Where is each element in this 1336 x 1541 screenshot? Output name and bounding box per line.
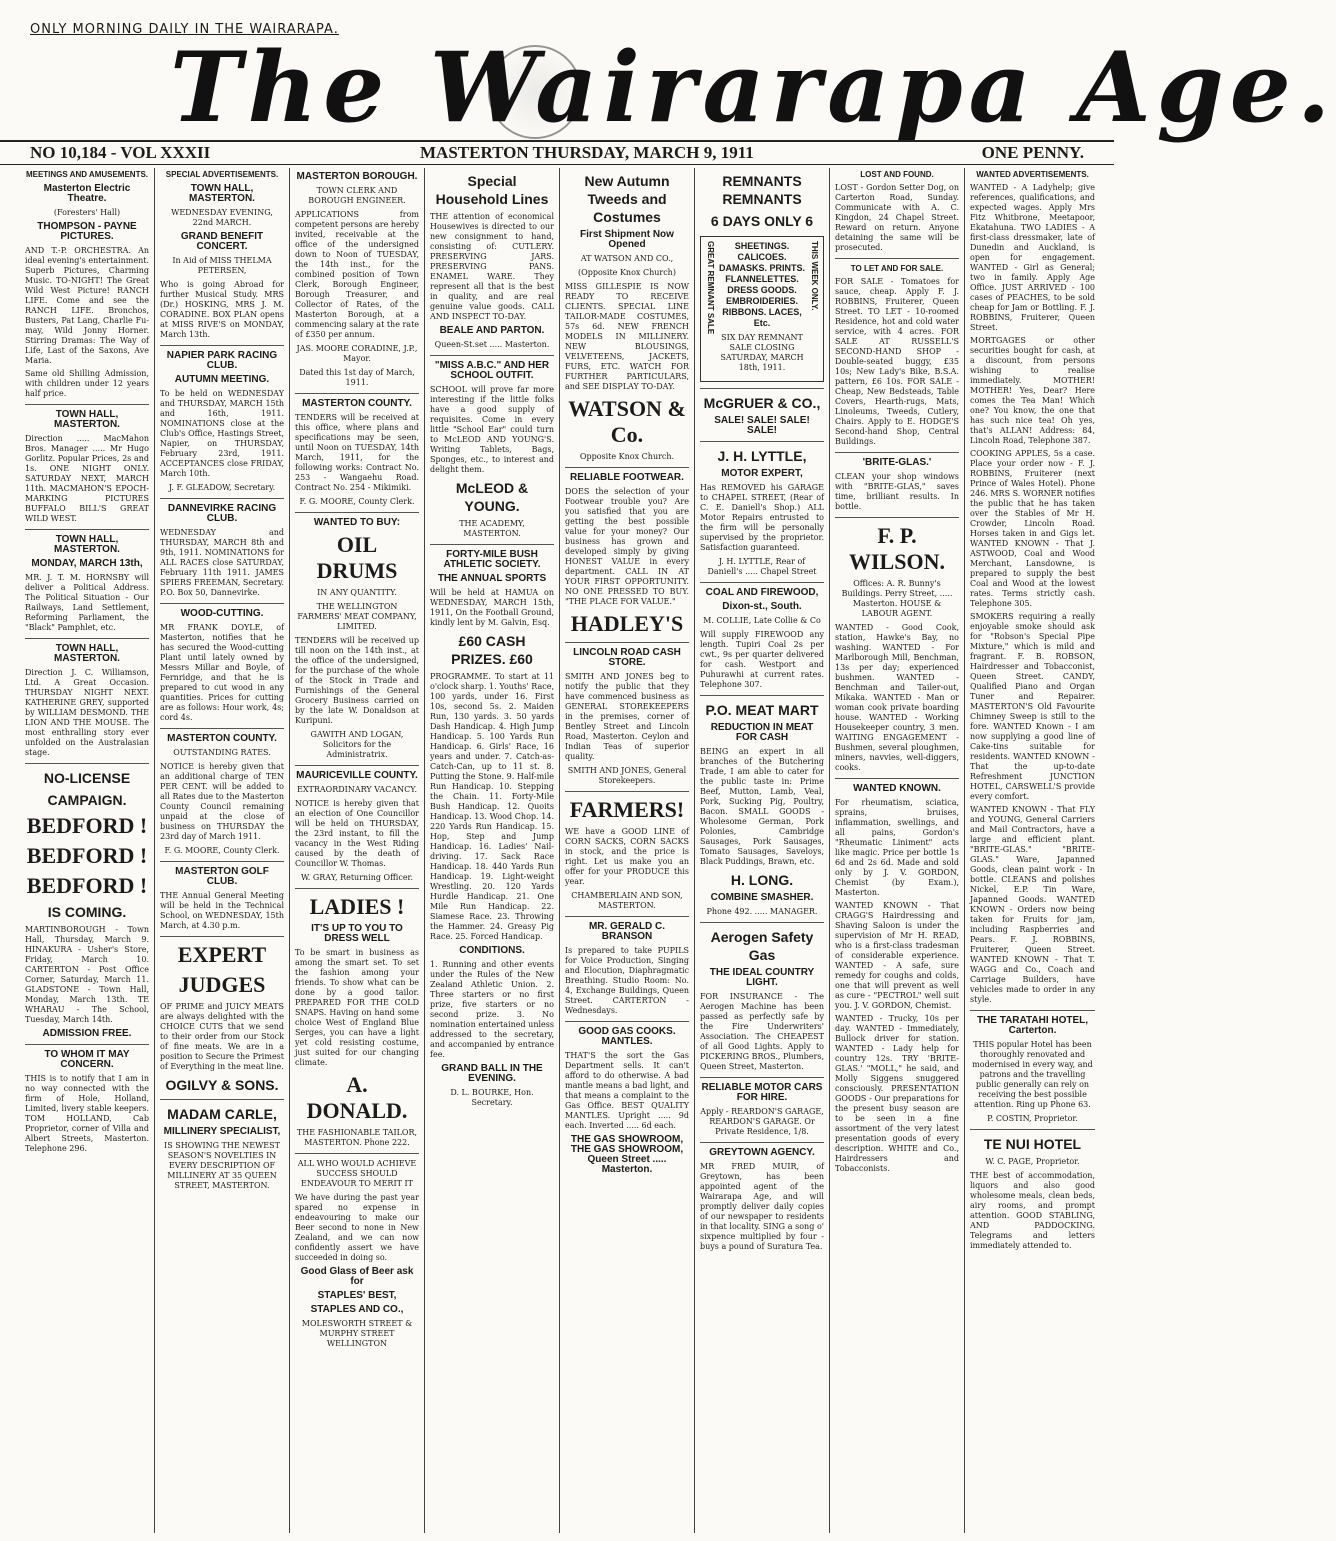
divider: [565, 467, 689, 468]
divider: [25, 763, 149, 764]
ad-title: FORTY-MILE BUSH ATHLETIC SOCIETY.: [443, 549, 541, 570]
ad-body: THIS is to notify that I am in no way connected with the firm of Hole, Holland, Limited, livery stable keepers. TOM HOLLAND, Cab Proprietor, corner of Villa and Albert Streets, Masterton. Telephone 296.: [25, 1074, 149, 1153]
ad-title: 'BRITE-GLAS.': [862, 457, 932, 468]
side-label: THIS WEEK ONLY.: [810, 241, 819, 311]
ad-name: H. LONG.: [730, 872, 794, 888]
divider: [700, 388, 824, 389]
ad-note: ADMISSION FREE.: [42, 1028, 132, 1039]
ad-body: WANTED - Trucky, 10s per day. WANTED - Immediately, Bullock driver for station. WANTED - Lady help for country 12s. TRY 'BRITE-GLAS.' "MOLL," he said, and Molly Siggens snuggered consciously. PRESENTATION GOODS - Our preparations for the present busy season are to be seen in a fine assortment of the very latest presentation goods of every description. WHITE and Co., Hairdressers and Tobacconists.: [835, 1014, 959, 1173]
ad-sub: MILLINERY SPECIALIST,: [163, 1126, 281, 1137]
ad-body: MR. J. T. M. HORNSBY will deliver a Political Address. The Political Situation - Our Railways, Land Settlement, Reforming Parliament, the "Black" Pamphlet, etc.: [25, 573, 149, 632]
divider: [835, 517, 959, 518]
ad-sub: WEDNESDAY EVENING, 22nd MARCH.: [171, 208, 273, 227]
ad-body: MR FRED MUIR, of Greytown, has been appointed agent of the Wairarapa Age, and will promptly deliver daily copies of our newspaper to residents in that locality. SING a song o' sixpence multiplied by four - buys a pound of Suratura Tea.: [700, 1162, 824, 1251]
ad-sub: THE FASHIONABLE TAILOR, MASTERTON. Phone 222.: [296, 1128, 418, 1147]
ad-name: BEALE AND PARTON.: [439, 325, 545, 336]
column-5: [560, 168, 695, 1533]
ad-title: MASTERTON COUNTY.: [302, 398, 412, 409]
ad-body: FOR SALE - Tomatoes for sauce, cheap. Apply F. J. ROBBINS, Fruiterer, Queen Street. TO LET - 10-roomed Residence, hot and cold water service, with 4 acres. FOR SALE AT RUSSELL'S SECOND-HAND SHOP - Double-seated buggy, £35 10s; New Lady's Bike, B.S.A. pattern, £6 10s. FOR SALE - Cheap, New Bedsteads, Table Covers, Hearth-rugs, Mats, Linoleums, Tweeds, Cutlery, Chairs. Apply to E. HODGE'S Second-hand Shop, Central Buildings.: [835, 277, 959, 446]
divider: [25, 1044, 149, 1045]
ad-sub: IT'S UP TO YOU TO DRESS WELL: [311, 923, 403, 944]
ad-body: TENDERS will be received up till noon on the 14th inst., at the office of the undersigned, for the purchase of the whole of the Stock in Trade and Furnishings of the General Grocery Business carried on by the late W. Donaldson at Kuripuni.: [295, 636, 419, 725]
ad-address: (Opposite Knox Church): [578, 268, 676, 277]
ad-body: Apply - REARDON'S GARAGE, REARDON'S GARAGE. Or Private Residence, 1/8.: [700, 1107, 824, 1136]
ad-title: COAL AND FIREWOOD,: [705, 587, 819, 598]
ad-name: McLEOD & YOUNG.: [455, 480, 529, 514]
column-1: [20, 168, 155, 1533]
ad-body: THE best of accommodation, liquors and also good wholesome meals, clean beds, airy rooms, and prompt attention. GOOD STABLING, AND PADDOCKING. Telegrams and letters immediately attended to.: [970, 1171, 1095, 1250]
ad-sub: GRAND BALL IN THE EVENING.: [441, 1063, 543, 1084]
ad-sub: MOTOR EXPERT,: [721, 468, 803, 479]
ad-title: TO WHOM IT MAY CONCERN.: [44, 1049, 130, 1070]
ad-body: MORTGAGES or other securities bought for cash, at a discount, from persons wishing to realise immediately. MOTHER! MOTHER! Yes, Dear? Here comes the Tea Man! Which one? You know, the one that has such nice tea! Oh yes, that's ALLAN! Address: 84, Lincoln Road, Telephone 387.: [970, 336, 1095, 445]
ad-title: TOWN HALL, MASTERTON.: [54, 409, 120, 430]
ad-sub: THE WELLINGTON FARMERS' MEAT COMPANY, LIMITED.: [297, 602, 417, 631]
headline-bedford: BEDFORD !: [26, 813, 148, 838]
column-2: [155, 168, 290, 1533]
ad-sign: CHAMBERLAIN AND SON, MASTERTON.: [571, 891, 683, 910]
ad-title: ALL WHO WOULD ACHIEVE SUCCESS SHOULD ENDEAVOUR TO MERIT IT: [297, 1159, 417, 1188]
ad-sub: (Foresters' Hall): [53, 208, 121, 217]
ad-body: MR FRANK DOYLE, of Masterton, notifies that he has secured the Wood-cutting Plant until lately owned by Messrs Millar and Boyle, of Fernridge, and that he is prepared to cut wood in any quantities. Prices for cutting are as follows: Hour work, 4s; cord 4s.: [160, 623, 284, 722]
remnant-list: SHEETINGS. CALICOES. DAMASKS. PRINTS. FLANNELETTES. DRESS GOODS. EMBROIDERIES. RIBBONS. LACES, Etc.: [718, 241, 805, 328]
ad-body: WANTED KNOWN - That CRAGG'S Hairdressing and Shaving Saloon is under the supervision of Mr H. READ, who is a first-class tradesman of considerable experience. WANTED - A safe, sure remedy for coughs and colds, one that will prevent as well as cure - "PECTROL" well suit you. J. V. GORDON, Chemist.: [835, 901, 959, 1010]
ad-title: MR. GERALD C. BRANSON: [588, 921, 666, 942]
ad-phone: Phone 492. ..... MANAGER.: [706, 907, 818, 916]
ad-sub: EXTRAORDINARY VACANCY.: [296, 785, 418, 794]
column-3: [290, 168, 425, 1533]
ad-sign: GAWITH AND LOGAN, Solicitors for the Administratrix.: [310, 730, 404, 759]
ad-prices: Same old Shilling Admission, with children under 12 years half price.: [25, 369, 149, 398]
ad-sub: AT WATSON AND CO.,: [580, 254, 674, 263]
ad-sub: REDUCTION IN MEAT FOR CASH: [710, 722, 814, 743]
divider: [565, 916, 689, 917]
ad-name: F. P. WILSON.: [849, 523, 945, 574]
ad-body: WANTED - A Ladyhelp; give references, qualifications, and expected wages. Apply Mrs Fitz Whitbrone, Meetapoor, Ekatahuna. TWO LADIES - A first-class dressmaker, late of Dunedin and Auckland, is open for engagement. WANTED - Girl as General; two in family. Apply Age Office. JUST ARRIVED - 100 cases of PEACHES, to be sold cheap for Jam or Bottling. F. J. ROBBINS, Fruiterer, Queen Street.: [970, 183, 1095, 332]
ad-sub: THE ACADEMY, MASTERTON.: [459, 519, 525, 538]
ad-sign: THE GAS SHOWROOM, THE GAS SHOWROOM, Queen Street ..... Masterton.: [570, 1134, 684, 1175]
column-6: [695, 168, 830, 1533]
ad-sign: F. G. MOORE, County Clerk.: [164, 846, 280, 855]
ad-name: J. H. LYTTLE,: [717, 448, 807, 464]
headline-farmers: FARMERS!: [569, 797, 685, 822]
ad-body: THE Annual General Meeting will be held in the Technical School, on WEDNESDAY, 15th March, at 4.30 p.m.: [160, 891, 284, 930]
columns: [20, 168, 1100, 1533]
divider: [700, 922, 824, 923]
divider: [835, 452, 959, 453]
divider: [565, 791, 689, 792]
ad-sub: SIX DAY REMNANT SALE CLOSING SATURDAY, MARCH 18th, 1911.: [720, 333, 804, 372]
ad-address: Queen-St.set ..... Masterton.: [434, 340, 550, 349]
ad-body: THIS popular Hotel has been thoroughly renovated and modernised in every way, and patrons and the travelling public generally can rely on receiving the best possible attention. Ring up Phone 63.: [972, 1040, 1093, 1109]
ad-body: We have during the past year spared no expense in endeavouring to make our Beer second to none in New Zealand, and we can now confidently assert we have succeeded in doing so.: [295, 1193, 419, 1262]
ad-sub: COMBINE SMASHER.: [710, 892, 814, 903]
ad-body: IS SHOWING THE NEWEST SEASON'S NOVELTIES IN EVERY DESCRIPTION OF MILLINERY AT 35 QUEEN STREET, MASTERTON.: [164, 1141, 280, 1190]
divider: [295, 888, 419, 889]
divider: [970, 1129, 1095, 1130]
ad-body: Direction J. C. Williamson, Ltd. A Great Occasion. THURSDAY NIGHT NEXT. KATHERINE GREY, supported by WILLIAM DESMOND. THE LION AND THE MOUSE. The most enthralling story ever unfolded on the Australasian stage.: [25, 668, 149, 757]
divider: [835, 778, 959, 779]
ad-body: BEING an expert in all branches of the Butchering Trade, I am able to cater for the public taste in: Prime Beef, Mutton, Lamb, Veal, Pork, Sucking Pig, Poultry, Bacon. SMALL GOODS - Wholesome German, Pork Polonies, Cambridge Sausages, Pork Sausages, Tomato Sausages, Saveloys, Black Puddings, Brawn, etc.: [700, 747, 824, 866]
ad-sign: J. H. LYTTLE, Rear of Daniell's ..... Chapel Street: [707, 557, 817, 576]
column-4: [425, 168, 560, 1533]
ad-body: THAT'S the sort the Gas Department sells. It can't afford to do otherwise. A bad mantle means a bad light, and that means a complaint to the Gas Office. BEST QUALITY MANTLES. Upright ..... 9d each. Inverted ..... 6d each.: [565, 1051, 689, 1130]
ad-sign: J. F. GLEADOW, Secretary.: [168, 483, 276, 492]
ad-title: TOWN HALL, MASTERTON.: [54, 643, 120, 664]
headline: NO-LICENSE: [43, 770, 131, 786]
newspaper-title: The Wairarapa Age.: [170, 31, 1336, 144]
divider: [160, 603, 284, 604]
ad-sub: AUTUMN MEETING.: [174, 374, 270, 385]
ad-title: MASTERTON COUNTY.: [167, 733, 277, 744]
divider: [700, 1142, 824, 1143]
ad-body: 1. Running and other events under the Rules of the New Zealand Athletic Union. 2. Three starters or no first prize, five starters or no second prize. 3. No nomination entertained unless addressed to the secretary, and accompanied by entrance fee.: [430, 960, 554, 1059]
ad-sub: OUTSTANDING RATES.: [173, 748, 271, 757]
ad-body: WE have a GOOD LINE of CORN SACKS, CORN SACKS in stock, and the price is right. Let us make you an offer for your PRODUCE this year.: [565, 827, 689, 886]
ad-body: CLEAN your shop windows with "BRITE-GLAS," saves time, brilliant results. In bottle.: [835, 472, 959, 511]
divider: [160, 498, 284, 499]
ad-address: Opposite Knox Church.: [579, 452, 675, 461]
section-heading: TO LET AND FOR SALE.: [850, 264, 944, 273]
ad-sign: JAS. MOORE CORADINE, J.P., Mayor.: [296, 344, 418, 363]
headline-oil-drums: OIL DRUMS: [316, 532, 398, 583]
ad-title: WOOD-CUTTING.: [180, 608, 264, 619]
divider: [835, 258, 959, 259]
ad-sub: THE IDEAL COUNTRY LIGHT.: [709, 967, 815, 988]
ad-title: MADAM CARLE,: [167, 1106, 277, 1122]
ad-title: NAPIER PARK RACING CLUB.: [166, 350, 278, 371]
ad-name: M. COLLIE, Late Collie & Co: [703, 616, 821, 625]
divider: [160, 861, 284, 862]
divider: [430, 355, 554, 356]
divider: [25, 529, 149, 530]
section-heading: LOST AND FOUND.: [860, 170, 934, 179]
ad-body: Will be held at HAMUA on WEDNESDAY, MARCH 15th, 1911, On the Football Ground, kindly lent by M. Galvin, Esq.: [430, 588, 554, 627]
column-7: [830, 168, 965, 1533]
ad-name: THOMPSON - PAYNE PICTURES.: [37, 221, 137, 242]
ad-body: NOTICE is hereby given that an election of One Councillor will be held on THURSDAY, the 23rd instant, to fill the vacancy in the West Riding caused by the death of Councillor W. Thomas.: [295, 799, 419, 868]
ad-title: WANTED KNOWN.: [853, 783, 941, 794]
divider: [700, 1077, 824, 1078]
ad-title: P.O. MEAT MART: [705, 702, 819, 718]
ad-title: RELIABLE FOOTWEAR.: [570, 472, 684, 483]
ad-body: Will supply FIREWOOD any length. Tupiri Coal 2s per cwt., 9s per quarter delivered for cash. Westport and Puhurawhi at current rates. Telephone 307.: [700, 630, 824, 689]
ad-sub: Good Glass of Beer ask for: [300, 1266, 414, 1287]
ad-sign: W. GRAY, Returning Officer.: [300, 873, 414, 882]
divider: [160, 345, 284, 346]
ad-title: WANTED TO BUY:: [313, 517, 401, 528]
ad-body: NOTICE is hereby given that an additional charge of TEN PER CENT. will be added to all Rates due to the Masterton County Council remaining unpaid at the close of business on THURSDAY the 23rd day of March 1911.: [160, 762, 284, 841]
ad-body: APPLICATIONS from competent persons are hereby invited, receivable at the office of the undersigned down to Noon of TUESDAY, the 14th inst., for the combined position of Town Clerk, Borough Engineer, Borough Treasurer, and Collector of Rates, of the Masterton Borough, at a commencing salary at the rate of £350 per annum.: [295, 210, 420, 339]
ad-title: LINCOLN ROAD CASH STORE.: [573, 647, 681, 668]
section-heading: MEETINGS AND AMUSEMENTS.: [25, 170, 149, 179]
headline-cash-prizes: £60 CASH PRIZES. £60: [451, 633, 533, 667]
ad-body: AND T.-P. ORCHESTRA. An ideal evening's entertainment. Superb Pictures, Charming Music. TO-NIGHT! The Great Wild West Picture! RANCH LIFE. Come and see the RANCH LIFE. Bronchos, Busters, Pat Lang, Charlie Fu-may, Wild Jonny Horner. Stirring Dramas: The Way of Life, Last of the Saxons, Ave Maria.: [25, 246, 149, 365]
ad-title: TOWN HALL, MASTERTON.: [54, 534, 120, 555]
ad-body: Offices: A. R. Bunny's Buildings. Perry Street, ..... Masterton. HOUSE & LABOUR AGENT.: [841, 579, 953, 618]
ad-sub: First Shipment Now Opened: [580, 229, 674, 250]
ad-body: SCHOOL will prove far more interesting if the little folks have a good supply of requisites. Come in every little "School Ear" could turn to McLEOD AND YOUNG'S. Writing Tablets, Bags, Sponges, etc., to interest and delight them.: [430, 385, 554, 474]
ad-title: Aerogen Safety Gas: [710, 929, 814, 963]
ad-title: "MISS A.B.C." AND HER SCHOOL OUTFIT.: [434, 360, 550, 381]
divider: [295, 1153, 419, 1154]
ad-name: STAPLES AND CO.,: [310, 1304, 404, 1315]
ad-programme: PROGRAMME. To start at 11 o'clock sharp. 1. Youths' Race, 100 yards, under 16. First 10s, second 5s. 2. Maiden Run, 130 yards. 3. 50 yards Dash Handicap. 4. High Jump Handicap. 5. 100 Yards Run Handicap. 6. Girls' Race, 16 years and under. 7. Catch-as-Catch-Can, up to 11 st. 8. Putting the Stone. 9. Half-mile Run Handicap. 10. Stepping the Chain. 11. Forty-Mile Bush Handicap. 12. Quoits Handicap. 13. Wood Chop. 14. 220 Yards Run Handicap. 15. Hop, Step and Jump Handicap. 16. Ladies' Nail-driving. 17. Sack Race Handicap. 18. 440 Yards Run Handicap. 19. Light-weight Wrestling. 20. 120 Yards Hurdle Handicap. 21. One Mile Run Handicap. 22. Siamese Race. 23. Throwing the Hammer. 24. Greasy Pig Race. 25. Forced Handicap.: [430, 672, 554, 941]
ad-body: SMITH AND JONES beg to notify the public that they have commenced business as GENERAL STOREKEEPERS in the premises, corner of Bentley Street and Lincoln Road, Masterton. Ceylon and Indian Teas of superior quality.: [565, 672, 689, 761]
ad-body: WANTED KNOWN - That FLY and YOUNG, General Carriers and Mail Contractors, have a large and efficient plant. "BRITE-GLAS." "BRITE-GLAS." Ware, Japanned Goods, clean paint work - In bottle. CLEANS and polishes Nickel, E.P. Tin Ware, Japanned Goods. WANTED KNOWN - Orders now being taken for Fruits for jam, including Raspberries and Pears. F. J. ROBBINS, Fruiterer, Queen Street. WANTED KNOWN - That T. WAGG and Co., Coach and Carriage Builders, have vehicles made to order in any style.: [970, 805, 1095, 1004]
ad-body: MISS GILLESPIE IS NOW READY TO RECEIVE CLIENTS. SPECIAL LINE TAILOR-MADE COSTUMES, 57s 6d. NEW FRENCH MODELS IN MILLINERY. NEW BLOUSINGS, VELVETEENS, JACKETS, FURS, ETC. WATCH FOR FURTHER PARTICULARS, and SEE DISPLAY TO-DAY.: [565, 282, 689, 391]
ad-sign: SMITH AND JONES, General Storekeepers.: [567, 766, 687, 785]
tagline: ONLY MORNING DAILY IN THE WAIRARAPA.: [30, 22, 339, 37]
ad-name: OGILVY & SONS.: [165, 1077, 279, 1093]
headline: CAMPAIGN.: [47, 792, 127, 808]
ad-name: STAPLES' BEST,: [317, 1290, 397, 1301]
ad-name: McGRUER & CO.,: [703, 395, 821, 411]
headline-judges: JUDGES: [178, 972, 266, 997]
ad-body: To be held on WEDNESDAY and THURSDAY, MARCH 15th and 16th, 1911. NOMINATIONS close at the Club's Office, Hastings Street, Napier, on THURSDAY, February 23rd, 1911. ACCEPTANCES close FRIDAY, March 10th.: [160, 389, 284, 478]
column-8: [965, 168, 1100, 1533]
ad-title: TOWN HALL, MASTERTON.: [189, 183, 255, 204]
ad-sign: P. COSTIN, Proprietor.: [987, 1114, 1078, 1123]
divider: [700, 695, 824, 696]
ad-sub: GRAND BENEFIT CONCERT.: [180, 231, 264, 252]
ad-sub: Dixon-st., South.: [722, 601, 802, 612]
divider: [25, 404, 149, 405]
ad-body: WEDNESDAY and THURSDAY, MARCH 8th and 9th, 1911. NOMINATIONS for ALL RACES close SATURDAY, February 11th 1911. JAMES SPIERS FREEMAN, Secretary. P.O. Box 50, Dannevirke.: [160, 528, 284, 597]
ad-body: SMOKERS requiring a really enjoyable smoke should ask for "Robson's Special Pipe Mixture," which is mild and fragrant. F. B. ROBSON, Hairdresser and Tobacconist, Queen Street. CANDY, Qualified Piano and Organ Tuner and Repairer. MASTERTON'S Old Favourite Chimney Sweep is still to the fore. WANTED Known - I am now supplying a good line of Cake-tins suitable for residents. WANTED KNOWN - That the up-to-date Refreshment JUNCTION HOTEL, CARSWELL'S provide every comfort.: [970, 612, 1095, 801]
ad-title: DANNEVIRKE RACING CLUB.: [167, 503, 277, 524]
ad-title: New Autumn Tweeds and Costumes: [584, 173, 670, 225]
ad-address: MOLESWORTH STREET & MURPHY STREET WELLINGTON: [301, 1319, 413, 1348]
ad-body: FOR INSURANCE - The Aerogen Machine has been passed as perfectly safe by the Fire Underwriters' Association. The CHEAPEST of all Good Lights. Apply to PICKERING BROS., Plumbers, Queen Street, Masterton.: [700, 992, 824, 1071]
ad-body: Is prepared to take PUPILS for Voice Production, Singing and Elocution, Diaphragmatic Breathing. Studio Room: No. 4, Exchange Buildings, Queen Street. CARTERTON - Wednesdays.: [565, 946, 689, 1015]
place-date: MASTERTON THURSDAY, MARCH 9, 1911: [420, 143, 754, 162]
divider: [430, 544, 554, 545]
headline-bedford: BEDFORD !: [26, 873, 148, 898]
ad-date: Dated this 1st day of March, 1911.: [299, 368, 415, 387]
headline-bedford: BEDFORD !: [26, 843, 148, 868]
ad-body: Direction ..... MacMahon Bros. Manager ..... Mr Hugo Gorlitz. Popular Prices, 2s and 1s. ONE NIGHT ONLY. SATURDAY NEXT, MARCH 11th. MACMAHON'S EPOCH-MARKING PICTURES BUFFALO BILL'S GREAT WILD WEST.: [25, 434, 149, 523]
ad-body: TENDERS will be received at this office, where plans and specifications may be seen, until Noon on TUESDAY, 14th March, 1911, for the following works: Contract No. 253 - Wangaehu Road. Contract No. 254 - Mikimiki.: [295, 413, 419, 492]
ad-title: Masterton Electric Theatre.: [43, 183, 131, 204]
headline-remnants: REMNANTS REMNANTS: [722, 173, 802, 207]
divider: [700, 582, 824, 583]
ad-sub: IN ANY QUANTITY.: [317, 588, 397, 597]
divider: [970, 1010, 1095, 1011]
ad-body: Who is going Abroad for further Musical Study. MRS (Dr.) HOSKING, MRS J. M. CORADINE. BOX PLAN opens at MISS RIVE'S on MONDAY, March 13th.: [160, 280, 284, 339]
ad-sub: TOWN CLERK AND BOROUGH ENGINEER.: [308, 186, 406, 205]
ad-title: GOOD GAS COOKS. MANTLES.: [578, 1026, 676, 1047]
ad-body: OF PRIME and JUICY MEATS are always delighted with the CHOICE CUTS that we send to their order from our Stock of fine meats. We are in a position to Secure the Primest of Everything in the meat line.: [160, 1002, 284, 1071]
divider: [565, 642, 689, 643]
section-heading: WANTED ADVERTISEMENTS.: [976, 170, 1089, 179]
ad-name: WATSON & Co.: [568, 396, 686, 447]
ad-title: THE TARATAHI HOTEL, Carterton.: [976, 1015, 1089, 1036]
ad-name: HADLEY'S: [570, 611, 684, 636]
divider: [295, 393, 419, 394]
ad-sub: SALE! SALE! SALE! SALE!: [714, 415, 810, 436]
issue-number: NO 10,184 - VOL XXXII: [30, 143, 211, 162]
ad-body: THE attention of economical Housewives is directed to our new consignment to hand, consisting of: CUTLERY. PRESERVING JARS. PRESERVING PANS. ENAMEL WARE. They represent all that is the best in quality, and are real genuine value goods. CALL AND INSPECT TO-DAY.: [430, 212, 554, 321]
ad-sub: 6 DAYS ONLY 6: [710, 213, 814, 229]
ad-name: A. DONALD.: [306, 1072, 408, 1123]
ad-title: MAURICEVILLE COUNTY.: [296, 770, 418, 781]
ad-body: Has REMOVED his GARAGE to CHAPEL STREET, (Rear of C. E. Daniell's Shop.) ALL Motor Repairs entrusted to the firm will be personally supervised by the proprietor. Satisfaction guaranteed.: [700, 483, 824, 552]
divider: [565, 1021, 689, 1022]
ad-body: MARTINBOROUGH - Town Hall, Thursday, March 9. HINAKURA - Usher's Store, Friday, March 10. CARTERTON - Post Office Corner, Saturday, March 11. GLADSTONE - Town Hall, Monday, March 13th. TE WHARAU - The School, Tuesday, March 14th.: [25, 925, 149, 1024]
ad-sub: In Aid of MISS THELMA PETERSEN,: [172, 256, 272, 275]
ad-body: LOST - Gordon Setter Dog, on Carterton Road, Sunday. Communicate with A. C. Kingdon, 24 Chapel Street. Reward on return. Anyone detaining the same will be prosecuted.: [835, 183, 959, 252]
headline-expert: EXPERT: [177, 942, 267, 967]
ad-sign: F. G. MOORE, County Clerk.: [299, 497, 415, 506]
ad-title: MASTERTON GOLF CLUB.: [175, 866, 269, 887]
divider: [295, 512, 419, 513]
ad-sign: D. L. BOURKE, Hon. Secretary.: [450, 1088, 534, 1107]
ad-title: Special Household Lines: [435, 173, 549, 207]
headline: IS COMING.: [47, 904, 127, 920]
ad-sub: W. C. PAGE, Proprietor.: [985, 1157, 1080, 1166]
ad-body: DOES the selection of your Footwear trouble you? Are you satisfied that you are getting the best possible value for your money? Our business has grown and developed simply by giving HONEST VALUE in every department. CALL IN AT YOUR FIRST OPPORTUNITY. NO ONE PRESSED TO BUY. "THE PLACE FOR VALUE.": [565, 487, 689, 606]
dateline: [0, 140, 1114, 165]
ad-sub: THE ANNUAL SPORTS: [437, 573, 547, 584]
divider: [160, 936, 284, 937]
ad-body: For rheumatism, sciatica, sprains, bruises, inflammation, swellings, and all pains, Gordon's "Rheumatic Liniment" acts like magic. Price per bottle 1s 6d and 2s 6d. Made and sold only by J. V. GORDON, Chemist (by Exam.), Masterton.: [835, 798, 959, 897]
price: ONE PENNY.: [981, 143, 1084, 162]
ad-title: RELIABLE MOTOR CARS FOR HIRE.: [701, 1082, 823, 1103]
ad-body: WANTED - Good Cook, station, Hawke's Bay, no washing. WANTED - For Marlborough Mill, Benchman, 13s per day; experienced bushmen. WANTED - Benchman and Tailer-out, Mikaka. WANTED - Man or woman cook private boarding house. WANTED - Working Housekeeper country, 3 men. WAITING ENGAGEMENT - Bushmen, several ploughmen, miners, navvies, well-diggers, cooks.: [835, 623, 959, 772]
side-label: GREAT REMNANT SALE: [706, 241, 715, 335]
ad-title: TE NUI HOTEL: [983, 1136, 1082, 1152]
ad-title: MASTERTON BOROUGH.: [296, 171, 418, 182]
section-heading: SPECIAL ADVERTISEMENTS.: [165, 170, 279, 179]
divider: [160, 1099, 284, 1100]
divider: [160, 728, 284, 729]
divider: [25, 638, 149, 639]
ad-title: GREYTOWN AGENCY.: [709, 1147, 815, 1158]
ad-sub: MONDAY, MARCH 13th,: [31, 558, 143, 569]
ad-body: COOKING APPLES, 5s a case. Place your order now - F. J. ROBBINS, Fruiterer (next Prince of Wales Hotel). Phone 246. MRS S. WORNER notifies the public that he has taken over the Stables of Mr H. Crowder, Lincoln Road. Horses taken in and Gigs let. WANTED KNOWN - That J. ASTWOOD, Coal and Wood Merchant, Lansdowne, is prepared to supply the best Coal and Wood at the lowest rates. Terms strictly cash. Telephone 305.: [970, 449, 1096, 608]
headline-ladies: LADIES !: [309, 894, 405, 919]
divider: [295, 765, 419, 766]
remnant-box: [700, 236, 824, 382]
divider: [700, 441, 824, 442]
ad-body: To be smart in business as among the smart set. To set the fashion among your friends. To show what can be done by a good tailor. PREPARED FOR THE COLD SNAPS. Having on hand some choice West of England Blue Serges, you can have a light yet cold resisting costume, just suited for our changing climate.: [295, 948, 419, 1067]
ad-sub: CONDITIONS.: [459, 945, 525, 956]
